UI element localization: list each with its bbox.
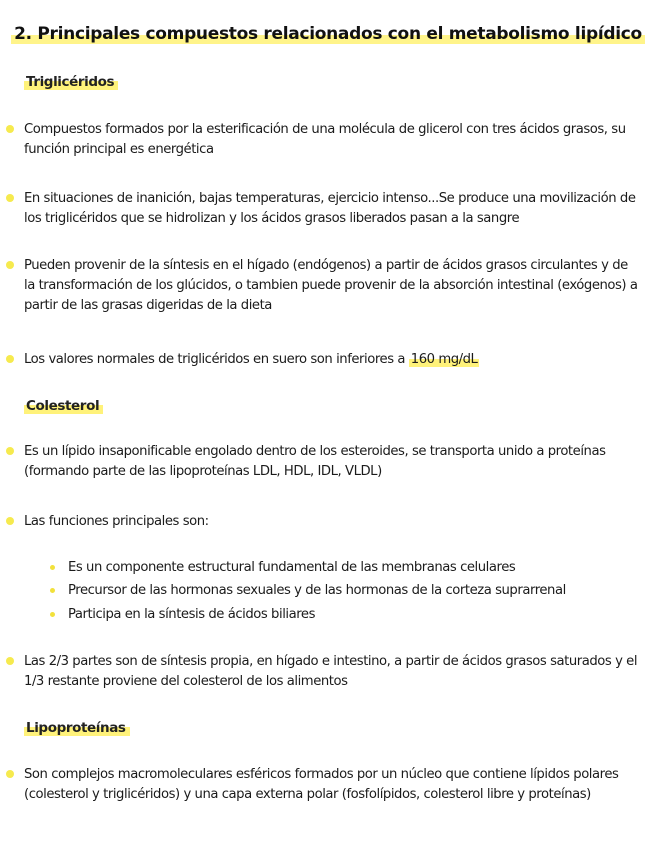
list-item: Compuestos formados por la esterificación de una molécula de glicerol con tres ácidos grasos, su función principal es energética [6,120,640,160]
list-item: Es un lípido insaponificable engolado dentro de los esteroides, se transporta unido a proteínas (formando parte de las lipoproteínas LDL, HDL, IDL, VLDL) [6,442,640,482]
sub-list-item: Es un componente estructural fundamental de las membranas celulares [50,560,515,575]
section-heading-trigliceridos: Triglicéridos [24,74,118,90]
sub-bullet-dot-icon [50,612,55,617]
section-heading-colesterol: Colesterol [24,398,103,414]
highlighted-value: 160 mg/dL [410,352,478,367]
list-item: Pueden provenir de la síntesis en el hígado (endógenos) a partir de ácidos grasos circulantes y de la transformación de los glúcidos, o tambien puede provenir de la absorción intestinal (exógenos) a partir de las grasas digeridas de la dieta [6,256,640,316]
bullet-dot-icon [6,261,14,269]
normal-values-text: Los valores normales de triglicéridos en suero son inferiores a [24,352,405,367]
list-item: Las funciones principales son: [6,512,640,532]
bullet-dot-icon [6,770,14,778]
bullet-dot-icon [6,355,14,363]
sub-list-item: Participa en la síntesis de ácidos biliares [50,607,315,622]
section-heading-lipoproteinas: Lipoproteínas [24,720,130,736]
list-item [6,350,640,370]
page-title: 2. Principales compuestos relacionados con el metabolismo lipídico [0,24,656,44]
list-item: Son complejos macromoleculares esféricos formados por un núcleo que contiene lípidos polares (colesterol y triglicéridos) y una capa externa polar (fosfolípidos, colesterol libre y proteínas) [6,765,640,805]
list-item: Las 2/3 partes son de síntesis propia, en hígado e intestino, a partir de ácidos grasos saturados y el 1/3 restante proviene del colesterol de los alimentos [6,652,640,692]
bullet-dot-icon [6,517,14,525]
bullet-dot-icon [6,194,14,202]
bullet-dot-icon [6,657,14,665]
list-item: En situaciones de inanición, bajas temperaturas, ejercicio intenso...Se produce una movilización de los triglicéridos que se hidrolizan y los ácidos grasos liberados pasan a la sangre [6,189,640,229]
sub-list-item: Precursor de las hormonas sexuales y de las hormonas de la corteza suprarrenal [50,583,566,598]
sub-bullet-dot-icon [50,565,55,570]
sub-bullet-dot-icon [50,588,55,593]
bullet-dot-icon [6,125,14,133]
bullet-dot-icon [6,447,14,455]
